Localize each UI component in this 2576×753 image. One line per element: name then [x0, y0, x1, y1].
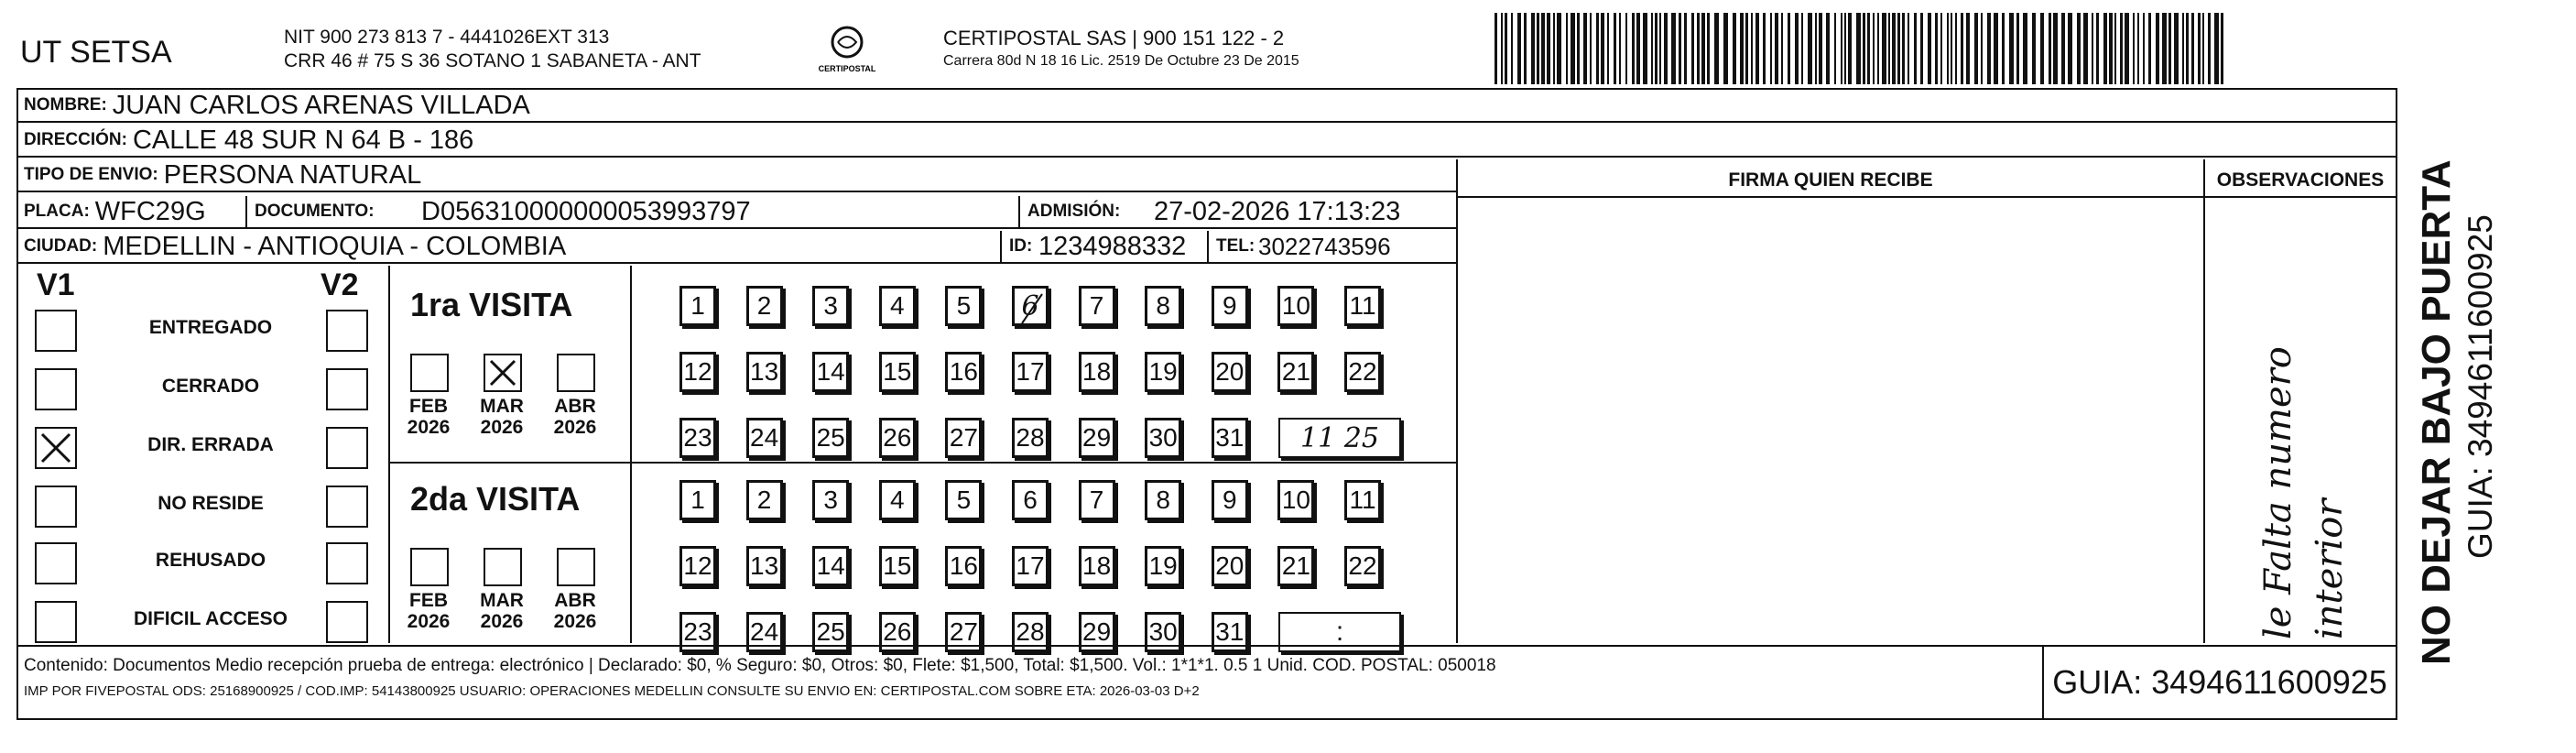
- observaciones-line: le Falta numero: [2257, 346, 2299, 639]
- month-year: 2026: [553, 611, 597, 632]
- barcode-bar: [1707, 13, 1710, 84]
- barcode-bar: [1679, 13, 1681, 84]
- barcode-bar: [1877, 13, 1879, 84]
- barcode-bar: [1553, 13, 1555, 84]
- divider: [2203, 159, 2205, 643]
- day-box[interactable]: 29: [1079, 612, 1115, 652]
- divider: [18, 645, 2396, 647]
- month-name: MAR: [480, 590, 524, 611]
- barcode-bar: [1632, 13, 1635, 84]
- month-checkbox[interactable]: [484, 548, 522, 586]
- documento-value: D056310000000053993797: [421, 196, 751, 226]
- hour-box[interactable]: :: [1278, 612, 1401, 652]
- day-box[interactable]: 9: [1212, 480, 1248, 520]
- barcode-bar: [2016, 13, 2019, 84]
- day-box[interactable]: 6: [1012, 480, 1049, 520]
- barcode-bar: [1495, 13, 1497, 84]
- barcode-bar: [1987, 13, 1991, 84]
- day-box[interactable]: 13: [746, 546, 783, 586]
- barcode-bar: [2174, 13, 2179, 84]
- day-box[interactable]: 30: [1145, 612, 1181, 652]
- tipo-envio-value: PERSONA NATURAL: [163, 159, 422, 190]
- status-label: CERRADO: [161, 376, 260, 397]
- check-x-icon: [485, 355, 520, 390]
- barcode-bar: [2148, 13, 2151, 84]
- month-checkbox[interactable]: [410, 354, 449, 392]
- barcode-bar: [1636, 13, 1640, 84]
- barcode-bar: [2202, 13, 2204, 84]
- barcode-bar: [1537, 13, 1539, 84]
- day-box[interactable]: 13: [746, 352, 783, 392]
- barcode-bar: [1819, 13, 1822, 84]
- month-label: [473, 396, 531, 438]
- day-box[interactable]: 21: [1277, 546, 1314, 586]
- barcode-bar: [2103, 13, 2107, 84]
- day-box[interactable]: 9: [1212, 286, 1248, 326]
- barcode-bar: [1557, 13, 1561, 84]
- day-box[interactable]: 14: [812, 546, 849, 586]
- hour-box[interactable]: 11 25: [1278, 418, 1401, 458]
- day-box[interactable]: 20: [1212, 352, 1248, 392]
- divider: [630, 266, 632, 643]
- delivery-form: [16, 88, 2397, 720]
- day-box[interactable]: 27: [945, 612, 982, 652]
- barcode-bar: [1505, 13, 1507, 84]
- tipo-envio-label: TIPO DE ENVIO:: [24, 165, 158, 184]
- documento-label: DOCUMENTO:: [255, 202, 375, 221]
- barcode-bar: [2077, 13, 2081, 84]
- direccion-label: DIRECCIÓN:: [24, 130, 127, 149]
- status-label: DIR. ERRADA: [147, 434, 274, 455]
- visit2-title: 2da VISITA: [410, 480, 581, 518]
- day-box[interactable]: 27: [945, 418, 982, 458]
- divider: [388, 462, 1456, 464]
- company-address: CRR 46 # 75 S 36 SOTANO 1 SABANETA - ANT: [284, 50, 701, 71]
- month-checkbox[interactable]: [410, 548, 449, 586]
- day-box[interactable]: 25: [812, 418, 849, 458]
- barcode-bar: [1607, 13, 1609, 84]
- barcode-bar: [1566, 13, 1568, 84]
- status-label: NO RESIDE: [158, 493, 264, 514]
- barcode-bar: [2032, 13, 2036, 84]
- v1-checkbox[interactable]: [35, 427, 77, 469]
- barcode-bar: [1935, 13, 1938, 84]
- direccion-value: CALLE 48 SUR N 64 B - 186: [132, 125, 474, 155]
- row-ciudad: [18, 231, 1456, 264]
- day-box[interactable]: 23: [679, 612, 716, 652]
- barcode-bar: [1541, 13, 1545, 84]
- barcode-bar: [1856, 13, 1861, 84]
- barcode-bar: [2214, 13, 2219, 84]
- ciudad-label: CIUDAD:: [24, 236, 98, 256]
- month-label: [399, 590, 458, 632]
- company-name: UT SETSA: [20, 35, 172, 70]
- barcode-bar: [1826, 13, 1830, 84]
- day-box[interactable]: 24: [746, 612, 783, 652]
- barcode-bar: [1740, 13, 1744, 84]
- day-box[interactable]: 5: [945, 480, 982, 520]
- barcode-bar: [1691, 13, 1694, 84]
- divider: [1207, 231, 1209, 262]
- barcode-bar: [1863, 13, 1865, 84]
- day-box[interactable]: 15: [879, 546, 916, 586]
- barcode-bar: [2049, 13, 2051, 84]
- barcode-bar: [1577, 13, 1580, 84]
- row-direccion: [18, 125, 2396, 158]
- day-box[interactable]: 16: [945, 546, 982, 586]
- day-box[interactable]: 10: [1277, 286, 1314, 326]
- certipostal-info: [943, 26, 1299, 71]
- v2-checkbox[interactable]: [326, 601, 368, 643]
- company-nit-block: [284, 26, 701, 73]
- barcode-bar: [2133, 13, 2135, 84]
- day-box[interactable]: 12: [679, 546, 716, 586]
- v2-checkbox[interactable]: [326, 310, 368, 352]
- day-box[interactable]: 31: [1212, 418, 1248, 458]
- barcode-bar: [1684, 13, 1687, 84]
- barcode-bar: [1940, 13, 1942, 84]
- barcode-bar: [1947, 13, 1949, 84]
- barcode-bar: [1745, 13, 1748, 84]
- day-box[interactable]: 3: [812, 286, 849, 326]
- barcode-bar: [1701, 13, 1705, 84]
- divider: [245, 196, 247, 227]
- month-name: MAR: [480, 396, 524, 417]
- month-year: 2026: [480, 611, 524, 632]
- guia-number: GUIA: 3494611600925: [2052, 663, 2387, 701]
- v1-header: V1: [37, 267, 75, 302]
- side-guia: GUIA: 3494611600925: [2462, 214, 2499, 559]
- no-dejar-bajo-puerta: NO DEJAR BAJO PUERTA: [2414, 159, 2459, 665]
- day-box[interactable]: 18: [1079, 546, 1115, 586]
- day-box[interactable]: 19: [1145, 546, 1181, 586]
- barcode-bar: [1897, 13, 1900, 84]
- barcode-bar: [2053, 13, 2058, 84]
- placa-label: PLACA:: [24, 202, 90, 221]
- barcode-bar: [2120, 13, 2123, 84]
- nombre-value: JUAN CARLOS ARENAS VILLADA: [112, 90, 530, 120]
- month-year: 2026: [480, 417, 524, 438]
- barcode-bar: [1844, 13, 1846, 84]
- barcode-bar: [2109, 13, 2113, 84]
- barcode-bar: [1834, 13, 1836, 84]
- month-label: [473, 590, 531, 632]
- barcode-bar: [2083, 13, 2088, 84]
- day-box[interactable]: 4: [879, 286, 916, 326]
- barcode: [1493, 13, 2225, 84]
- month-name: ABR: [554, 396, 596, 417]
- day-box-marked[interactable]: 6: [1012, 286, 1049, 326]
- barcode-bar: [2096, 13, 2099, 84]
- v1-checkbox[interactable]: [35, 542, 77, 584]
- id-value: 1234988332: [1038, 231, 1187, 261]
- month-checkbox[interactable]: [557, 354, 595, 392]
- barcode-bar: [1788, 13, 1790, 84]
- day-box[interactable]: 2: [746, 480, 783, 520]
- barcode-bar: [2198, 13, 2201, 84]
- day-box[interactable]: 18: [1079, 352, 1115, 392]
- barcode-bar: [1920, 13, 1923, 84]
- day-box[interactable]: 3: [812, 480, 849, 520]
- day-box[interactable]: 7: [1079, 480, 1115, 520]
- admision-label: ADMISIÓN:: [1027, 202, 1121, 221]
- firma-header: FIRMA QUIEN RECIBE: [1458, 165, 2203, 198]
- barcode-bar: [1697, 13, 1700, 84]
- barcode-bar: [1808, 13, 1812, 84]
- day-box[interactable]: 23: [679, 418, 716, 458]
- placa-value: WFC29G: [94, 196, 206, 226]
- barcode-bar: [2182, 13, 2184, 84]
- barcode-bar: [1902, 13, 1905, 84]
- day-box[interactable]: 16: [945, 352, 982, 392]
- barcode-bar: [2114, 13, 2116, 84]
- barcode-bar: [2168, 13, 2171, 84]
- barcode-bar: [1908, 13, 1909, 84]
- barcode-bar: [2137, 13, 2139, 84]
- day-box[interactable]: 22: [1344, 352, 1381, 392]
- observaciones-handwritten: [2253, 346, 2355, 639]
- v2-checkbox[interactable]: [326, 542, 368, 584]
- month-name: ABR: [554, 590, 596, 611]
- day-box[interactable]: 29: [1079, 418, 1115, 458]
- observaciones-line: interior: [2309, 498, 2351, 639]
- barcode-bar: [1655, 13, 1658, 84]
- barcode-bar: [1763, 13, 1766, 84]
- day-box[interactable]: 1: [679, 286, 716, 326]
- visit1-title: 1ra VISITA: [410, 286, 573, 323]
- barcode-bar: [1867, 13, 1870, 84]
- day-box[interactable]: 22: [1344, 546, 1381, 586]
- day-box[interactable]: 11: [1344, 286, 1381, 326]
- day-box[interactable]: 21: [1277, 352, 1314, 392]
- day-box[interactable]: 5: [945, 286, 982, 326]
- month-year: 2026: [407, 417, 451, 438]
- barcode-bar: [2023, 13, 2027, 84]
- barcode-bar: [1801, 13, 1803, 84]
- barcode-bar: [1619, 13, 1621, 84]
- day-box[interactable]: 20: [1212, 546, 1248, 586]
- barcode-bar: [1714, 13, 1719, 84]
- barcode-bar: [2002, 13, 2005, 84]
- day-box[interactable]: 26: [879, 612, 916, 652]
- barcode-bar: [1914, 13, 1917, 84]
- barcode-bar: [1511, 13, 1513, 84]
- day-box[interactable]: 15: [879, 352, 916, 392]
- barcode-bar: [2092, 13, 2093, 84]
- v1-checkbox[interactable]: [35, 368, 77, 410]
- day-box[interactable]: 1: [679, 480, 716, 520]
- month-label: [546, 590, 604, 632]
- barcode-bar: [1848, 13, 1852, 84]
- logo-text: CERTIPOSTAL: [818, 64, 876, 73]
- certipostal-address: Carrera 80d N 18 16 Lic. 2519 De Octubre 23 De 2015: [943, 53, 1299, 69]
- barcode-bar: [1659, 13, 1661, 84]
- barcode-bar: [1775, 13, 1778, 84]
- month-name: FEB: [409, 590, 448, 611]
- divider: [388, 266, 390, 643]
- day-box[interactable]: 26: [879, 418, 916, 458]
- status-label: ENTREGADO: [148, 317, 273, 338]
- barcode-bar: [1981, 13, 1983, 84]
- barcode-bar: [1733, 13, 1736, 84]
- nombre-label: NOMBRE:: [24, 95, 107, 115]
- barcode-bar: [1531, 13, 1535, 84]
- day-box[interactable]: 7: [1079, 286, 1115, 326]
- barcode-bar: [2162, 13, 2167, 84]
- row-placa: [18, 196, 1456, 229]
- status-label: DIFICIL ACCESO: [133, 608, 288, 629]
- barcode-bar: [2191, 13, 2194, 84]
- month-checkbox[interactable]: [484, 354, 522, 392]
- barcode-bar: [2143, 13, 2145, 84]
- barcode-bar: [2221, 13, 2223, 84]
- v2-header: V2: [321, 267, 359, 302]
- barcode-bar: [1888, 13, 1890, 84]
- v2-checkbox[interactable]: [326, 368, 368, 410]
- barcode-bar: [2009, 13, 2014, 84]
- barcode-bar: [1614, 13, 1616, 84]
- barcode-bar: [1601, 13, 1604, 84]
- barcode-bar: [1781, 13, 1783, 84]
- barcode-bar: [1524, 13, 1527, 84]
- v1-checkbox[interactable]: [35, 601, 77, 643]
- barcode-bar: [1671, 13, 1676, 84]
- month-label: [399, 396, 458, 438]
- barcode-bar: [1892, 13, 1896, 84]
- id-label: ID:: [1009, 236, 1033, 256]
- admision-value: 27-02-2026 17:13:23: [1154, 196, 1401, 226]
- certipostal-logo: [813, 24, 881, 77]
- v2-checkbox[interactable]: [326, 427, 368, 469]
- certipostal-nit: CERTIPOSTAL SAS | 900 151 122 - 2: [943, 27, 1285, 49]
- tel-label: TEL:: [1216, 236, 1255, 256]
- barcode-bar: [2040, 13, 2044, 84]
- barcode-bar: [2186, 13, 2189, 84]
- day-box[interactable]: 19: [1145, 352, 1181, 392]
- barcode-bar: [1873, 13, 1875, 84]
- barcode-bar: [1547, 13, 1550, 84]
- barcode-bar: [1966, 13, 1970, 84]
- barcode-bar: [1955, 13, 1957, 84]
- barcode-bar: [1795, 13, 1799, 84]
- divider: [1018, 196, 1020, 227]
- day-box[interactable]: 25: [812, 612, 849, 652]
- v1-checkbox[interactable]: [35, 486, 77, 528]
- barcode-bar: [1961, 13, 1963, 84]
- barcode-bar: [1651, 13, 1653, 84]
- barcode-bar: [1643, 13, 1647, 84]
- observaciones-header: OBSERVACIONES: [2205, 165, 2396, 198]
- barcode-bar: [1571, 13, 1575, 84]
- month-name: FEB: [409, 396, 448, 417]
- footer-content: Contenido: Documentos Medio recepción prueba de entrega: electrónico | Declarado: $0, % Seguro: $0, Otros: $0, Flete: $1,500, Total: $1,500. Vol.: 1*1*1. 0.5 1 Unid. COD. POSTAL: 050018: [24, 656, 1496, 675]
- day-box[interactable]: 11: [1344, 480, 1381, 520]
- barcode-bar: [1583, 13, 1587, 84]
- month-checkbox[interactable]: [557, 548, 595, 586]
- barcode-bar: [1751, 13, 1753, 84]
- barcode-bar: [1841, 13, 1842, 84]
- barcode-bar: [1882, 13, 1886, 84]
- day-box[interactable]: 4: [879, 480, 916, 520]
- day-box[interactable]: 17: [1012, 546, 1049, 586]
- day-box[interactable]: 17: [1012, 352, 1049, 392]
- barcode-bar: [2125, 13, 2129, 84]
- day-box[interactable]: 12: [679, 352, 716, 392]
- row-nombre: [18, 90, 2396, 123]
- month-year: 2026: [553, 417, 597, 438]
- day-box[interactable]: 2: [746, 286, 783, 326]
- barcode-bar: [1928, 13, 1931, 84]
- barcode-bar: [1723, 13, 1728, 84]
- barcode-bar: [1664, 13, 1668, 84]
- day-box[interactable]: 8: [1145, 480, 1181, 520]
- month-year: 2026: [407, 611, 451, 632]
- barcode-bar: [2156, 13, 2159, 84]
- day-box[interactable]: 24: [746, 418, 783, 458]
- barcode-bar: [2061, 13, 2065, 84]
- divider: [1456, 159, 1458, 643]
- tel-value: 3022743596: [1258, 232, 1391, 260]
- day-box[interactable]: 30: [1145, 418, 1181, 458]
- day-box[interactable]: 31: [1212, 612, 1248, 652]
- status-label: REHUSADO: [155, 550, 266, 571]
- barcode-bar: [1517, 13, 1521, 84]
- barcode-bar: [1994, 13, 1998, 84]
- month-label: [546, 396, 604, 438]
- day-box[interactable]: 10: [1277, 480, 1314, 520]
- barcode-bar: [1625, 13, 1627, 84]
- barcode-bar: [1590, 13, 1592, 84]
- day-box[interactable]: 14: [812, 352, 849, 392]
- footer-meta: IMP POR FIVEPOSTAL ODS: 25168900925 / COD.IMP: 54143800925 USUARIO: OPERACIONES MEDELLIN CONSULTE SU ENVIO EN: CERTIPOSTAL.COM SOBRE ETA: 2026-03-03 D+2: [24, 683, 1200, 699]
- barcode-bar: [2208, 13, 2211, 84]
- barcode-bar: [1501, 13, 1503, 84]
- barcode-bar: [1755, 13, 1759, 84]
- v2-checkbox[interactable]: [326, 486, 368, 528]
- day-box[interactable]: 28: [1012, 418, 1049, 458]
- row-tipo-envio: [18, 159, 1456, 192]
- ciudad-value: MEDELLIN - ANTIOQUIA - COLOMBIA: [103, 231, 567, 261]
- check-x-icon: [37, 429, 75, 467]
- barcode-bar: [1974, 13, 1978, 84]
- barcode-bar: [1596, 13, 1599, 84]
- day-box[interactable]: 8: [1145, 286, 1181, 326]
- barcode-bar: [1815, 13, 1817, 84]
- barcode-bar: [1770, 13, 1772, 84]
- v1-checkbox[interactable]: [35, 310, 77, 352]
- day-box[interactable]: 28: [1012, 612, 1049, 652]
- company-nit: NIT 900 273 813 7 - 4441026EXT 313: [284, 27, 610, 48]
- check-mark-icon: [1016, 290, 1049, 327]
- barcode-bar: [1951, 13, 1952, 84]
- divider: [1000, 231, 1002, 262]
- barcode-bar: [2068, 13, 2072, 84]
